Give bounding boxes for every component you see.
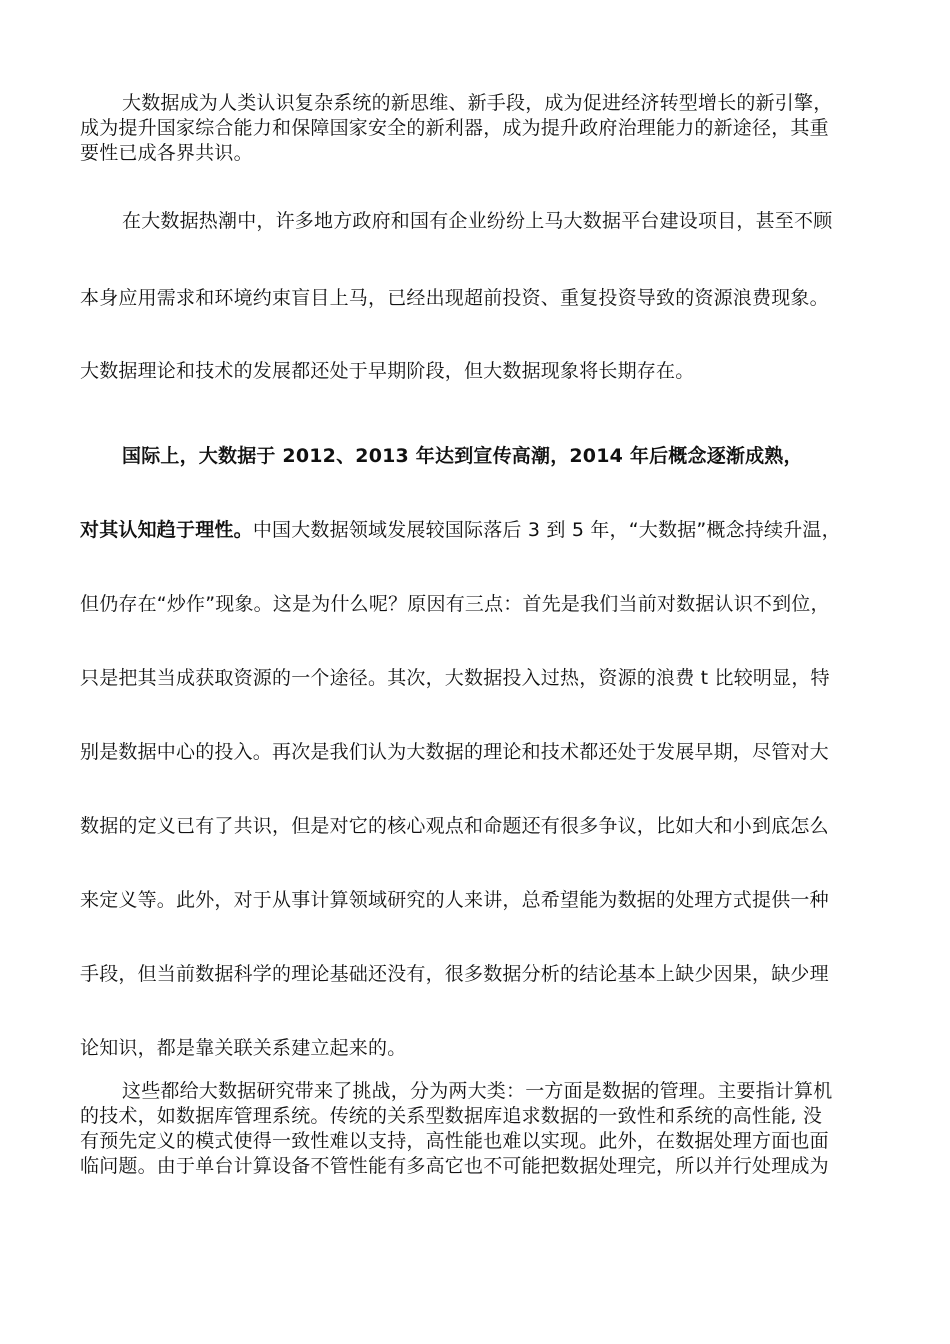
p4-line-3: 有预先定义的模式使得一致性难以支持，高性能也难以实现。此外，在数据处理方面也面: [80, 1130, 829, 1152]
p3-line-3: 但仍存在“炒作”现象。这是为什么呢？原因有三点：首先是我们当前对数据认识不到位，: [80, 593, 830, 615]
p1-line-3: 要性已成各界共识。: [80, 142, 253, 164]
p3-line-7: 来定义等。此外，对于从事计算领域研究的人来讲，总希望能为数据的处理方式提供一种: [80, 889, 829, 911]
p3-line-8: 手段，但当前数据科学的理论基础还没有，很多数据分析的结论基本上缺少因果，缺少理: [80, 963, 829, 985]
p1-line-2: 成为提升国家综合能力和保障国家安全的新利器，成为提升政府治理能力的新途径，其重: [80, 117, 829, 139]
p2-line-2: 本身应用需求和环境约束盲目上马，已经出现超前投资、重复投资导致的资源浪费现象。: [80, 287, 829, 309]
p1-line-1: 大数据成为人类认识复杂系统的新思维、新手段，成为促进经济转型增长的新引擎，: [122, 92, 833, 114]
p3-line-1: 国际上，大数据于 2012、2013 年达到宣传高潮，2014 年后概念逐渐成熟，: [122, 445, 803, 467]
p3-line-4: 只是把其当成获取资源的一个途径。其次，大数据投入过热，资源的浪费 t 比较明显，特: [80, 667, 830, 689]
p3-line-2-bold: 对其认知趋于理性。: [80, 519, 253, 541]
p2-line-1: 在大数据热潮中，许多地方政府和国有企业纷纷上马大数据平台建设项目，甚至不顾: [122, 210, 833, 232]
p2-line-3: 大数据理论和技术的发展都还处于早期阶段，但大数据现象将长期存在。: [80, 360, 695, 382]
p3-line-5: 别是数据中心的投入。再次是我们认为大数据的理论和技术都还处于发展早期，尽管对大: [80, 741, 829, 763]
p3-line-9: 论知识，都是靠关联关系建立起来的。: [80, 1037, 407, 1059]
p4-line-1: 这些都给大数据研究带来了挑战，分为两大类：一方面是数据的管理。主要指计算机: [122, 1080, 833, 1102]
p3-line-2: [80, 519, 880, 541]
p4-line-2: 的技术，如数据库管理系统。传统的关系型数据库追求数据的一致性和系统的高性能, 没: [80, 1105, 823, 1127]
p4-line-4: 临问题。由于单台计算设备不管性能有多高它也不可能把数据处理完，所以并行处理成为: [80, 1155, 829, 1177]
p3-line-6: 数据的定义已有了共识，但是对它的核心观点和命题还有很多争议，比如大和小到底怎么: [80, 815, 829, 837]
p3-line-2-rest: 中国大数据领域发展较国际落后 3 到 5 年，“大数据”概念持续升温，: [252, 519, 841, 541]
